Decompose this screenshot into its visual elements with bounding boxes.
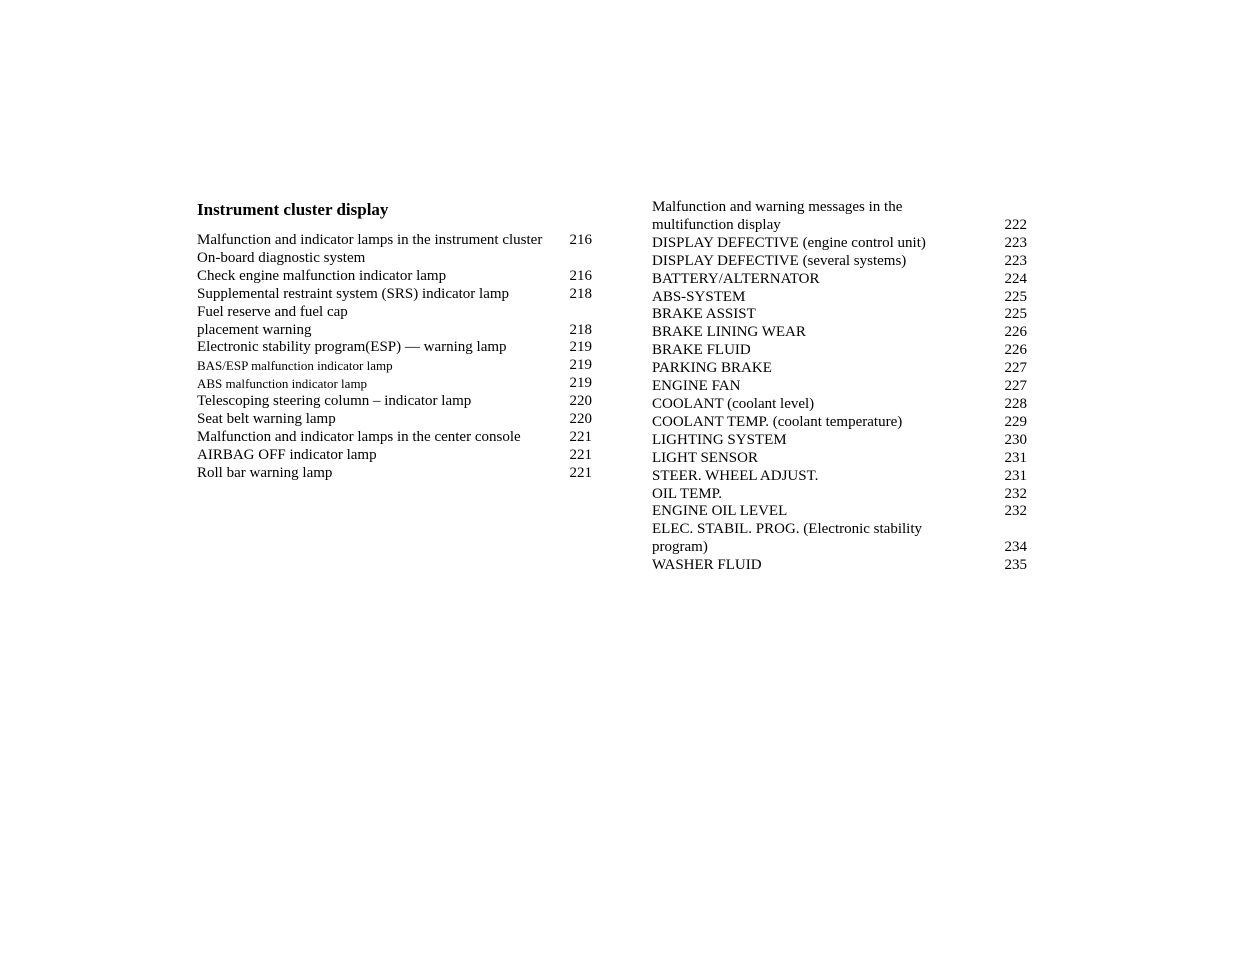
toc-entry-page: 220 — [569, 393, 592, 410]
toc-entry[interactable] — [197, 411, 592, 429]
toc-entry-label: LIGHT SENSOR — [652, 449, 758, 466]
toc-entry[interactable] — [197, 268, 592, 286]
toc-entry-page: 225 — [1004, 306, 1027, 323]
toc-entry[interactable] — [197, 357, 592, 375]
toc-entry-page: 221 — [569, 428, 592, 445]
toc-entry[interactable] — [652, 486, 1027, 504]
toc-list-left — [197, 232, 592, 483]
toc-entry[interactable] — [197, 429, 592, 447]
toc-right-column — [652, 199, 1027, 575]
toc-entry-page: 226 — [1004, 324, 1027, 341]
toc-entry-page: 229 — [1004, 413, 1027, 430]
toc-entry-page: 225 — [1004, 288, 1027, 305]
toc-entry-label: OIL TEMP. — [652, 485, 723, 502]
toc-entry-page: 235 — [1004, 557, 1027, 574]
toc-entry-label: ELEC. STABIL. PROG. (Electronic stability program) — [652, 521, 923, 556]
toc-entry-label: PARKING BRAKE — [652, 360, 772, 377]
toc-entry-page: 234 — [1004, 539, 1027, 556]
toc-entry-label: ENGINE OIL LEVEL — [652, 503, 788, 520]
toc-entry[interactable] — [197, 375, 592, 393]
toc-entry[interactable] — [197, 286, 592, 304]
toc-entry-label: Telescoping steering column – indicator lamp — [197, 393, 472, 410]
toc-entry[interactable] — [652, 503, 1027, 521]
toc-entry-label: Check engine malfunction indicator lamp — [197, 267, 447, 284]
toc-list-right — [652, 199, 1027, 575]
toc-entry-page: 224 — [1004, 270, 1027, 287]
toc-entry-label: Roll bar warning lamp — [197, 464, 333, 481]
toc-entry-label: ABS-SYSTEM — [652, 288, 746, 305]
toc-entry[interactable] — [652, 289, 1027, 307]
toc-entry-label: Malfunction and warning messages in the multifunction display — [652, 199, 903, 233]
toc-entry-page: 221 — [569, 464, 592, 481]
toc-entry-page: 220 — [569, 411, 592, 428]
toc-entry[interactable] — [652, 306, 1027, 324]
toc-entry[interactable] — [197, 339, 592, 357]
toc-entry-page: 218 — [569, 285, 592, 302]
toc-entry[interactable] — [197, 465, 592, 483]
toc-entry-label: Malfunction and indicator lamps in the instrument cluster — [197, 232, 543, 248]
toc-left-column — [197, 199, 592, 483]
toc-entry-page: 231 — [1004, 467, 1027, 484]
toc-entry-label: Electronic stability program(ESP) — warning lamp — [197, 339, 507, 356]
toc-entry-page: 232 — [1004, 503, 1027, 520]
toc-entry-label: DISPLAY DEFECTIVE (several systems) — [652, 252, 907, 269]
toc-entry-page: 219 — [569, 339, 592, 356]
toc-entry-label: LIGHTING SYSTEM — [652, 431, 787, 448]
toc-entry[interactable] — [652, 235, 1027, 253]
toc-entry[interactable] — [652, 271, 1027, 289]
toc-entry[interactable] — [652, 432, 1027, 450]
toc-entry-page: 219 — [569, 375, 592, 392]
toc-entry[interactable] — [652, 450, 1027, 468]
toc-entry[interactable] — [197, 393, 592, 411]
toc-entry-label: On-board diagnostic system — [197, 249, 366, 266]
toc-entry-page: 218 — [569, 321, 592, 338]
toc-entry-label: BRAKE FLUID — [652, 342, 751, 359]
toc-entry-label: AIRBAG OFF indicator lamp — [197, 446, 377, 463]
toc-entry-label: COOLANT TEMP. (coolant temperature) — [652, 413, 903, 430]
toc-entry[interactable] — [652, 396, 1027, 414]
toc-entry-page: 223 — [1004, 234, 1027, 251]
toc-entry-label: ENGINE FAN — [652, 378, 741, 395]
toc-entry-label: WASHER FLUID — [652, 557, 762, 574]
toc-entry-label: BRAKE LINING WEAR — [652, 324, 806, 341]
toc-entry[interactable] — [652, 414, 1027, 432]
toc-entry-page: 226 — [1004, 342, 1027, 359]
toc-entry-label: BRAKE ASSIST — [652, 306, 756, 323]
toc-entry[interactable] — [652, 378, 1027, 396]
toc-entry-page: 223 — [1004, 252, 1027, 269]
toc-entry[interactable] — [197, 232, 592, 250]
toc-entry-label: BAS/ESP malfunction indicator lamp — [197, 358, 393, 374]
toc-entry-page: 221 — [569, 446, 592, 463]
toc-entry-page: 228 — [1004, 395, 1027, 412]
toc-entry-label: Seat belt warning lamp — [197, 411, 336, 428]
toc-entry[interactable] — [652, 199, 1027, 235]
toc-entry[interactable] — [652, 468, 1027, 486]
toc-entry-page: 232 — [1004, 485, 1027, 502]
toc-entry-page: 216 — [569, 267, 592, 284]
toc-entry-page: 222 — [1004, 216, 1027, 233]
toc-entry-page: 230 — [1004, 431, 1027, 448]
toc-entry-page: 227 — [1004, 360, 1027, 377]
toc-entry-label: STEER. WHEEL ADJUST. — [652, 467, 819, 484]
toc-entry-page: 227 — [1004, 378, 1027, 395]
toc-entry[interactable] — [197, 304, 592, 340]
toc-entry-label: Supplemental restraint system (SRS) indicator lamp — [197, 285, 510, 302]
toc-entry[interactable] — [652, 342, 1027, 360]
toc-entry-label: COOLANT (coolant level) — [652, 395, 815, 412]
toc-entry[interactable] — [652, 521, 1027, 557]
toc-entry-page: 216 — [569, 232, 592, 248]
toc-entry[interactable] — [652, 360, 1027, 378]
toc-entry[interactable] — [652, 557, 1027, 575]
toc-entry[interactable] — [197, 447, 592, 465]
toc-entry[interactable] — [652, 324, 1027, 342]
toc-entry-label: Fuel reserve and fuel cap placement warning — [197, 303, 348, 338]
toc-entry-page: 219 — [569, 357, 592, 374]
toc-entry-label: ABS malfunction indicator lamp — [197, 376, 368, 392]
toc-entry-label: BATTERY/ALTERNATOR — [652, 270, 820, 287]
section-heading: Instrument cluster display — [197, 200, 389, 219]
toc-entry[interactable] — [197, 250, 592, 268]
toc-entry-page: 231 — [1004, 449, 1027, 466]
toc-entry-label: Malfunction and indicator lamps in the center console — [197, 428, 521, 445]
toc-entry-label: DISPLAY DEFECTIVE (engine control unit) — [652, 234, 926, 251]
toc-entry[interactable] — [652, 253, 1027, 271]
